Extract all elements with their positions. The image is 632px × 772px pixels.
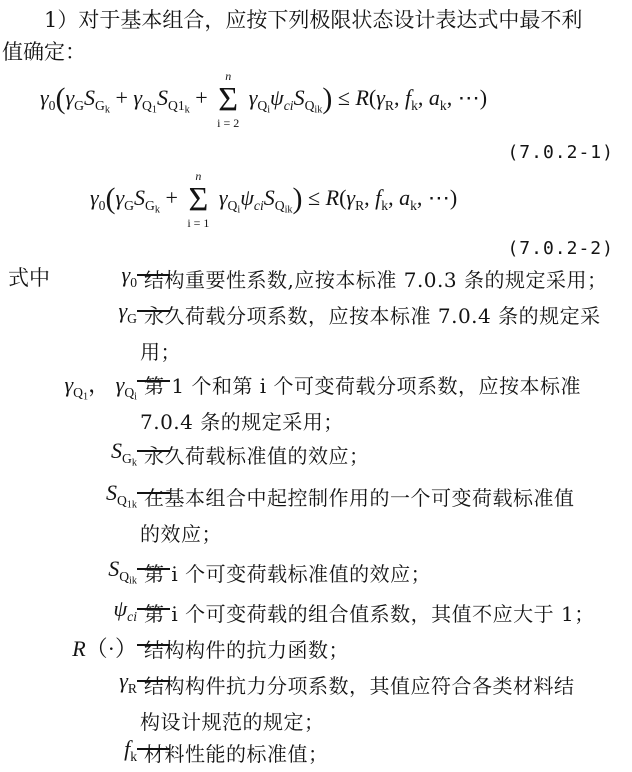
summation-symbol: n Σ i = 2: [217, 68, 240, 130]
definition-symbol: $\gamma_G$: [118, 298, 137, 326]
equation-7-0-2-2: $\gamma_0(\gamma_GS_{Gk}$ + n Σ i = 1 $\gamma_{Qi}\psi_{ci}S_{Qik}) \le R(\gamma_R$, $f_k$, $a_k$, ⋯): [90, 168, 458, 230]
definition-text-cont: 构设计规范的规定；: [140, 710, 325, 734]
definition-symbol: $\gamma_0$: [121, 262, 137, 290]
definition-symbol: R（·）: [72, 636, 137, 661]
definition-text: 结构构件抗力分项系数，其值应符合各类材料结: [144, 674, 575, 698]
where-label: 式中: [8, 266, 50, 290]
definition-symbol: $f_k$: [124, 736, 137, 764]
definition-text: 在基本组合中起控制作用的一个可变荷载标准值: [144, 486, 575, 510]
definition-text-cont: 的效应；: [140, 522, 222, 546]
summation-symbol: n Σ i = 1: [187, 168, 210, 230]
intro-line-2: 值确定：: [2, 40, 86, 64]
definition-text: 第 i 个可变荷载标准值的效应；: [144, 562, 432, 586]
definition-text: 结构重要性系数,应按本标准 7.0.3 条的规定采用；: [144, 268, 608, 292]
definition-text: 材料性能的标准值；: [144, 742, 329, 766]
definition-text-cont: 7.0.4 条的规定采用；: [140, 410, 344, 434]
intro-paragraph: [0, 4, 620, 68]
definition-text: 永久荷载分项系数，应按本标准 7.0.4 条的规定采: [144, 304, 601, 328]
definition-symbol: $\gamma_R$: [119, 668, 137, 696]
definition-text: 第 i 个可变荷载的组合值系数，其值不应大于 1；: [144, 602, 595, 626]
definition-text: 永久荷载标准值的效应；: [144, 444, 370, 468]
definition-symbol: $S_{Q1k}$: [105, 480, 137, 511]
definition-text: 结构构件的抗力函数；: [144, 638, 349, 662]
definition-symbol: $S_{Qik}$: [108, 556, 137, 587]
definition-text-cont: 用；: [140, 340, 181, 364]
equation-number-2: (7.0.2-2): [507, 238, 614, 259]
definition-text: 第 1 个和第 i 个可变荷载分项系数，应按本标准: [144, 374, 582, 398]
intro-line-1: 1）对于基本组合，应按下列极限状态设计表达式中最不利: [44, 8, 583, 32]
equation-number-1: (7.0.2-1): [507, 142, 614, 163]
definition-symbol: $\gamma_{Q1}$， $\gamma_{Qi}$: [64, 372, 137, 403]
definition-symbol: $S_{Gk}$: [111, 438, 137, 469]
definition-symbol: $\psi_{ci}$: [113, 596, 137, 624]
equation-7-0-2-1: $\gamma_0(\gamma_GS_{Gk} + \gamma_{Q1}S_{Q1k}$ + n Σ i = 2 $\gamma_{Qi}\psi_{ci}S_{Qik}) \le R(\gamma_R$, $f_k$, $a_k$, ⋯): [40, 68, 488, 130]
